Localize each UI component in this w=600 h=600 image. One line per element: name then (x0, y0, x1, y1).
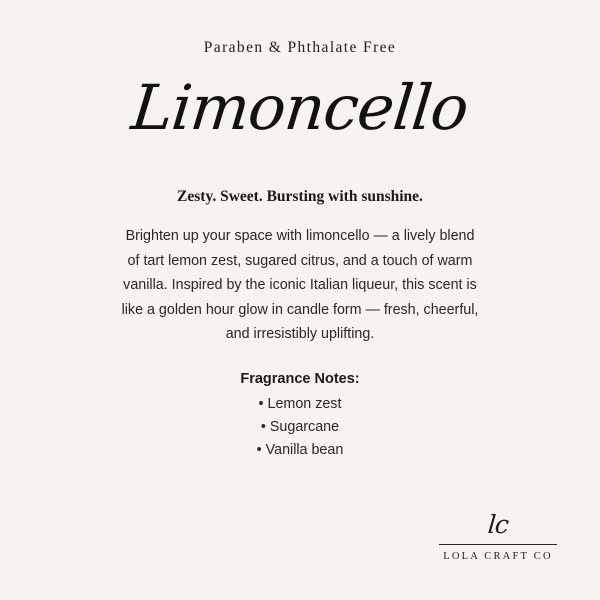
list-item: • Sugarcane (260, 419, 340, 436)
list-item: • Vanilla bean (256, 442, 344, 459)
eyebrow-text: Paraben & Phthalate Free (203, 39, 397, 56)
fragrance-notes-list (240, 393, 359, 462)
brand-monogram-icon: lc (486, 510, 510, 539)
fragrance-notes-block (240, 371, 359, 462)
page-title: Limoncello (128, 71, 472, 144)
description-text: Brighten up your space with limoncello — a lively blend of tart lemon zest, sugared citrus, and a touch of warm vanilla. Inspired by the iconic Italian liqueur, this scent is like a golden hour glow in candle form — fresh, cheerful, and irresistibly uplifting. (121, 228, 479, 343)
brand-name: LOLA CRAFT CO (443, 551, 553, 562)
brand-logo (438, 512, 558, 562)
divider (439, 544, 557, 545)
tagline-text: Zesty. Sweet. Bursting with sunshine. (177, 188, 423, 206)
list-item: • Lemon zest (258, 395, 342, 412)
fragrance-notes-heading: Fragrance Notes: (240, 370, 360, 387)
